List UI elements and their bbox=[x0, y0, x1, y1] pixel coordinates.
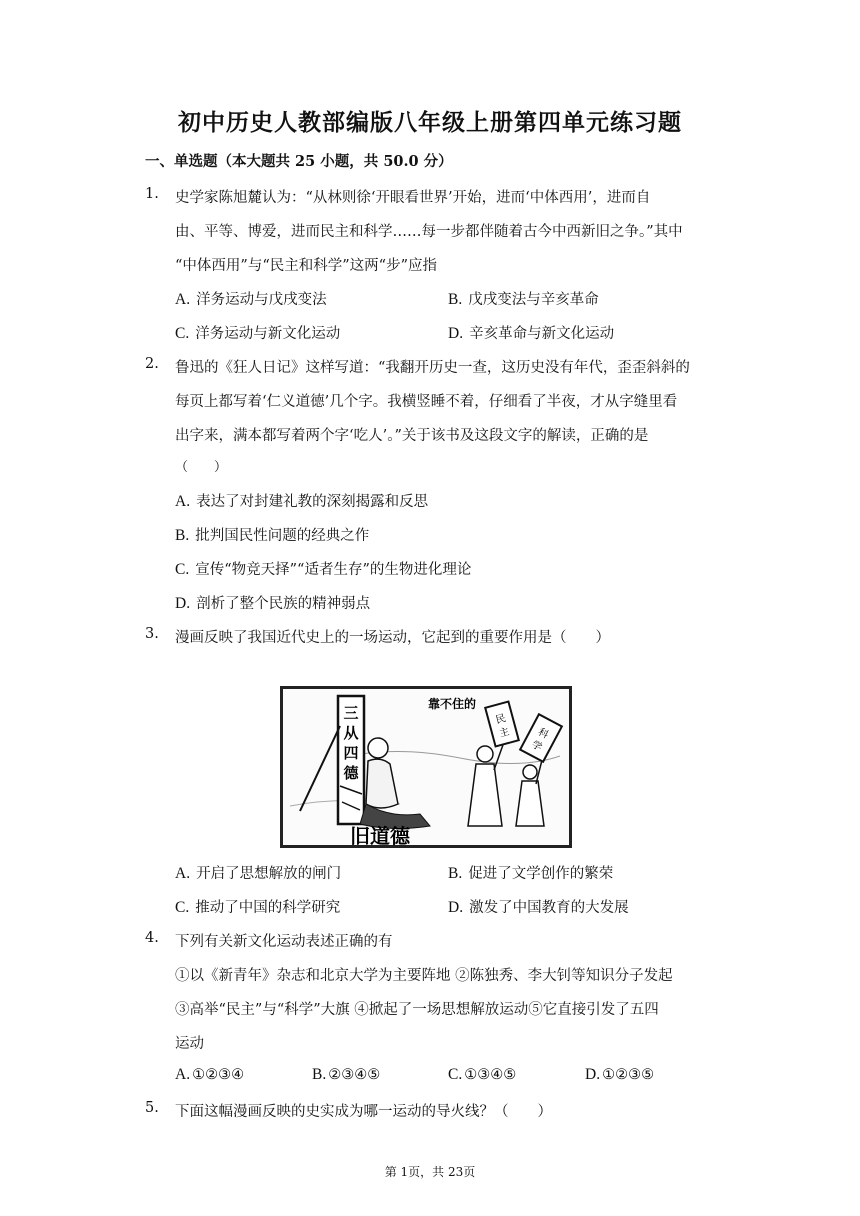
question-number: 3. bbox=[145, 626, 159, 642]
question-text-line: 下面这幅漫画反映的史实成为哪一运动的导火线？（ ） bbox=[175, 1104, 552, 1120]
post-char-4: 德 bbox=[343, 764, 359, 782]
option-text: 辛亥革命与新文化运动 bbox=[469, 326, 615, 342]
option-letter: A. bbox=[175, 291, 191, 308]
question-number: 1. bbox=[145, 186, 159, 202]
option-text: 激发了中国教育的大发展 bbox=[469, 900, 629, 916]
option-b bbox=[448, 862, 613, 883]
question-text-line: 鲁迅的《狂人日记》这样写道：“我翻开历史一查，这历史没有年代，歪歪斜斜的 bbox=[175, 360, 690, 376]
option-b bbox=[312, 1066, 380, 1084]
post-char-2: 从 bbox=[343, 724, 359, 742]
document-title: 初中历史人教部编版八年级上册第四单元练习题 bbox=[178, 109, 682, 136]
sign-left-char-2: 主 bbox=[498, 726, 511, 740]
option-a bbox=[175, 862, 341, 883]
sign-right-char-1: 科 bbox=[536, 726, 551, 742]
question-text-line: 下列有关新文化运动表述正确的有 bbox=[175, 934, 393, 950]
option-text: 批判国民性问题的经典之作 bbox=[195, 528, 370, 544]
option-text: 开启了思想解放的闸门 bbox=[196, 866, 342, 882]
question-text-line: “中体西用”与“民主和科学”这两“步”应指 bbox=[175, 258, 437, 274]
option-text: 表达了对封建礼教的深刻揭露和反思 bbox=[196, 494, 429, 510]
option-d bbox=[585, 1066, 654, 1084]
option-text: ①②③⑤ bbox=[602, 1067, 655, 1083]
option-letter: D. bbox=[448, 325, 464, 342]
option-letter: A. bbox=[175, 1066, 191, 1083]
option-letter: B. bbox=[312, 1066, 327, 1083]
option-text: ②③④⑤ bbox=[328, 1067, 381, 1083]
option-c bbox=[175, 558, 471, 579]
cartoon-image bbox=[280, 686, 572, 848]
option-letter: C. bbox=[175, 899, 190, 916]
option-letter: B. bbox=[448, 865, 463, 882]
option-letter: B. bbox=[175, 527, 190, 544]
cartoon-caption-bottom: 旧道德 bbox=[350, 824, 410, 848]
option-text: ①②③④ bbox=[192, 1067, 245, 1083]
option-letter: D. bbox=[175, 595, 191, 612]
option-letter: C. bbox=[175, 325, 190, 342]
option-c bbox=[448, 1066, 516, 1084]
option-a bbox=[175, 490, 428, 511]
sign-left-char-1: 民 bbox=[494, 713, 508, 727]
option-letter: D. bbox=[585, 1066, 601, 1083]
sign-right-char-2: 学 bbox=[529, 739, 544, 754]
option-d bbox=[448, 896, 629, 917]
option-letter: C. bbox=[175, 561, 190, 578]
post-char-1: 三 bbox=[343, 704, 359, 722]
option-d bbox=[448, 322, 614, 343]
option-b bbox=[175, 524, 369, 545]
post-char-3: 四 bbox=[343, 744, 359, 762]
question-text-line: 每页上都写着‘仁义道德’几个字。我横竖睡不着，仔细看了半夜，才从字缝里看 bbox=[175, 394, 678, 410]
option-letter: A. bbox=[175, 493, 191, 510]
option-text: 促进了文学创作的繁荣 bbox=[468, 866, 614, 882]
option-b bbox=[448, 288, 599, 309]
cartoon-drawing bbox=[280, 686, 572, 848]
page-footer: 第 1页，共 23页 bbox=[384, 1165, 476, 1179]
option-c bbox=[175, 896, 340, 917]
option-letter: B. bbox=[448, 291, 463, 308]
question-text-line: ①以《新青年》杂志和北京大学为主要阵地 ②陈独秀、李大钊等知识分子发起 bbox=[175, 968, 673, 984]
question-text-line: 运动 bbox=[175, 1036, 204, 1052]
question-text-line: 漫画反映了我国近代史上的一场运动，它起到的重要作用是（ ） bbox=[175, 630, 610, 646]
option-letter: A. bbox=[175, 865, 191, 882]
question-text-line: 史学家陈旭麓认为：“从林则徐‘开眼看世界’开始，进而‘中体西用’，进而自 bbox=[175, 190, 651, 206]
question-number: 5. bbox=[145, 1100, 159, 1116]
question-text-line: ③高举“民主”与“科学”大旗 ④掀起了一场思想解放运动⑤它直接引发了五四 bbox=[175, 1002, 659, 1018]
option-a bbox=[175, 1066, 244, 1084]
question-text-line: 由、平等、博爱，进而民主和科学……每一步都伴随着古今中西新旧之争。”其中 bbox=[175, 224, 683, 240]
answer-bracket: （ ） bbox=[175, 460, 228, 475]
option-text: 洋务运动与戊戌变法 bbox=[196, 292, 327, 308]
option-c bbox=[175, 322, 340, 343]
option-text: 剖析了整个民族的精神弱点 bbox=[196, 596, 371, 612]
question-number: 2. bbox=[145, 356, 159, 372]
option-d bbox=[175, 592, 370, 613]
section-heading: 一、单选题（本大题共 25 小题，共 50.0 分） bbox=[145, 153, 453, 170]
option-text: 宣传“物竞天择”“适者生存”的生物进化理论 bbox=[195, 562, 472, 578]
option-text: ①③④⑤ bbox=[464, 1067, 517, 1083]
option-text: 洋务运动与新文化运动 bbox=[195, 326, 341, 342]
cartoon-caption-top: 靠不住的 bbox=[428, 697, 477, 711]
question-number: 4. bbox=[145, 930, 159, 946]
option-letter: D. bbox=[448, 899, 464, 916]
question-text-line: 出字来，满本都写着两个字‘吃人’。”关于该书及这段文字的解读，正确的是 bbox=[175, 428, 649, 444]
option-letter: C. bbox=[448, 1066, 463, 1083]
option-text: 推动了中国的科学研究 bbox=[195, 900, 341, 916]
option-a bbox=[175, 288, 327, 309]
option-text: 戊戌变法与辛亥革命 bbox=[468, 292, 599, 308]
